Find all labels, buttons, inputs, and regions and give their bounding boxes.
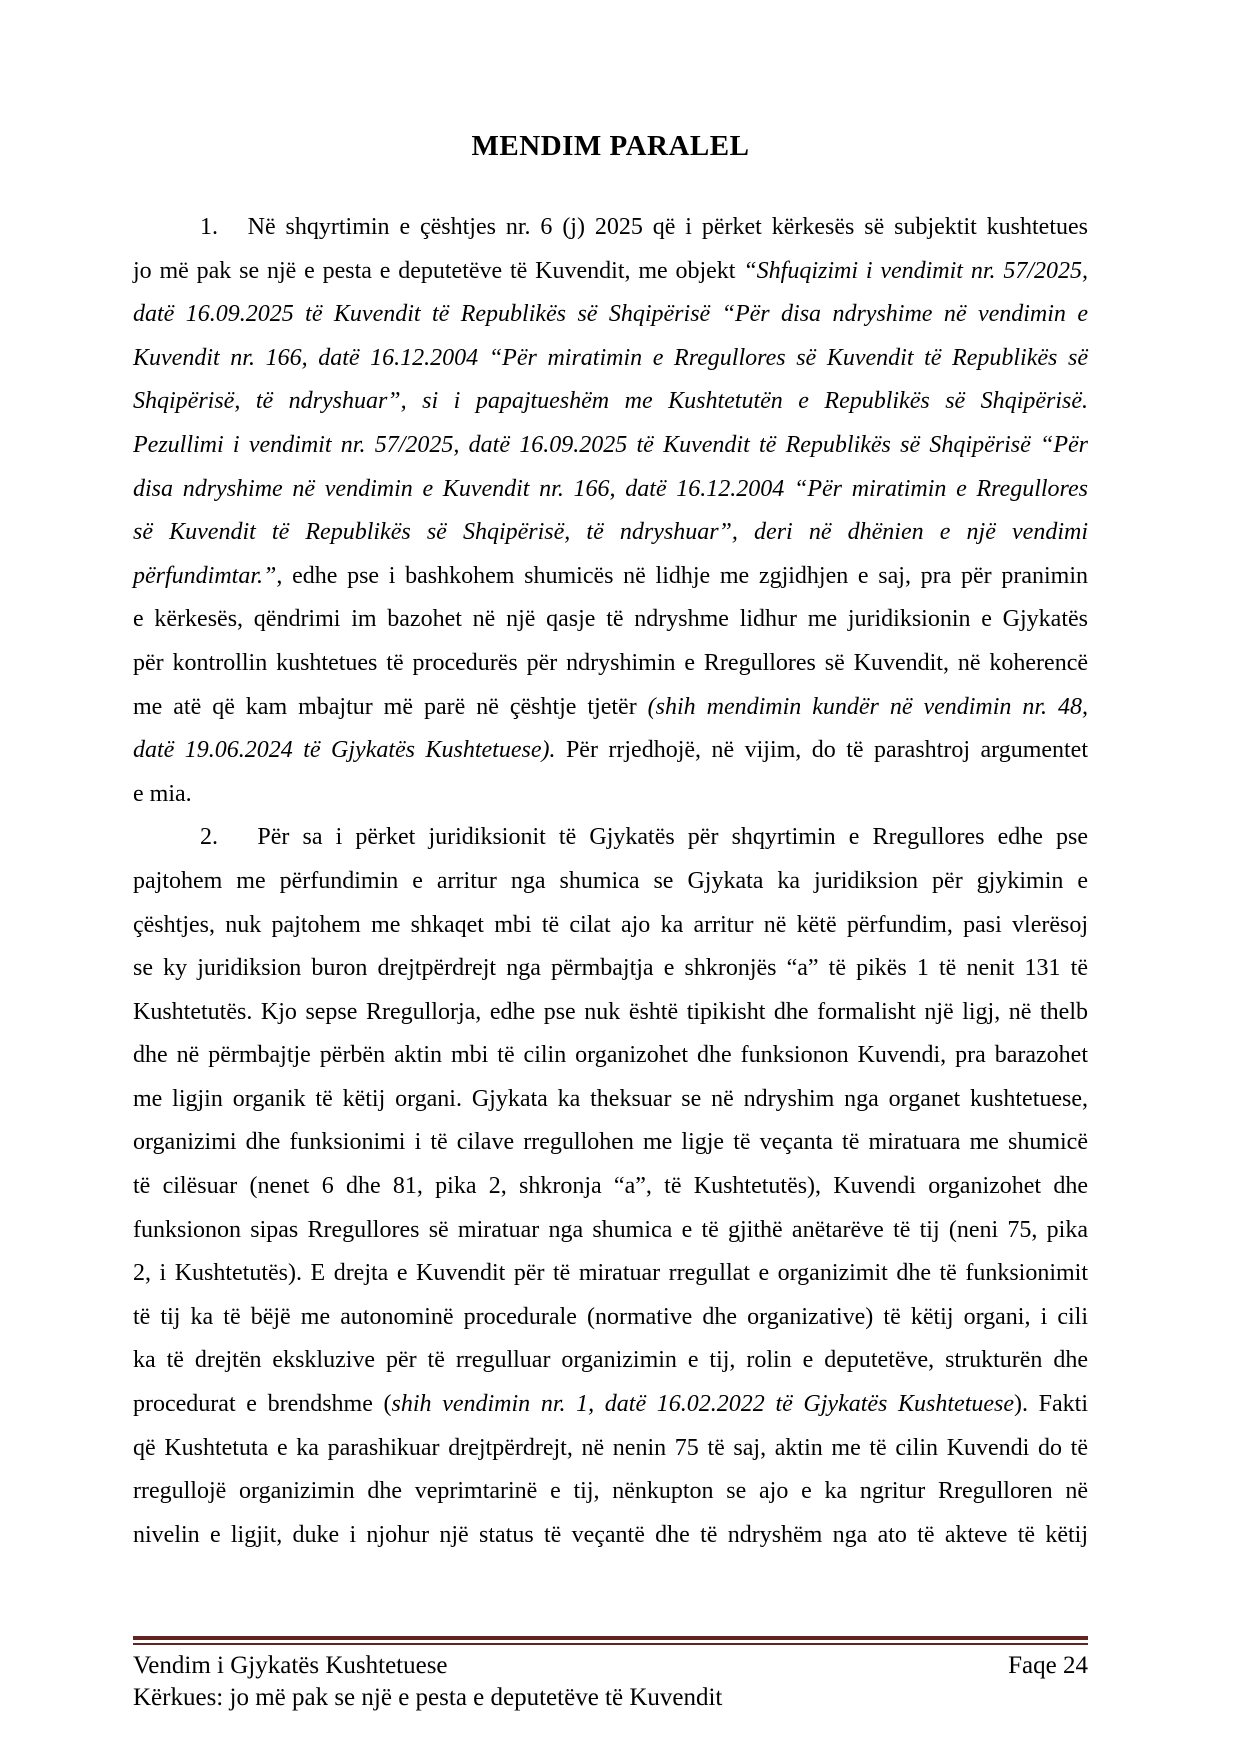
text-run: Për rrjedhojë, në vijim, do të parashtroj argumentet bbox=[555, 737, 1088, 764]
text-run: 1. Në shqyrtimin e çështjes nr. 6 (j) 2025 që i përket kërkesës së subjektit kushtetues bbox=[200, 214, 1088, 240]
text-line bbox=[133, 904, 1088, 948]
text-run: jo më pak se një e pesta e deputetëve të Kuvendit, me objekt bbox=[133, 257, 744, 284]
text-run: se ky juridiksion buron drejtpërdrejt nga përmbajtja e shkronjës “a” të pikës 1 të nenit 131 të bbox=[133, 955, 1088, 982]
text-run: Kushtetutës. Kjo sepse Rregullorja, edhe pse nuk është tipikisht dhe formalisht një ligj, në thelb bbox=[133, 998, 1088, 1025]
text-run: të cilësuar (nenet 6 dhe 81, pika 2, shkronja “a”, të Kushtetutës), Kuvendi organizohet dhe bbox=[133, 1173, 1088, 1200]
footer-requester: Kërkues: jo më pak se një e pesta e deputetëve të Kuvendit bbox=[133, 1684, 723, 1711]
footer-rule-thin bbox=[133, 1643, 1088, 1645]
paragraph bbox=[133, 816, 1088, 1557]
text-line bbox=[133, 555, 1088, 599]
document-body bbox=[133, 206, 1088, 1557]
text-line bbox=[133, 991, 1088, 1035]
text-line bbox=[133, 598, 1088, 642]
footer-document-title: Vendim i Gjykatës Kushtetuese bbox=[133, 1652, 448, 1679]
text-run: me atë që kam mbajtur më parë në çështje tjetër bbox=[133, 693, 648, 720]
italic-run: Shqipërisë, të ndryshuar”, si i papajtueshëm me Kushtetutën e Republikës së Shqipërisë. bbox=[133, 388, 1088, 415]
text-run: procedurat e brendshme ( bbox=[133, 1391, 392, 1418]
text-run: çështjes, nuk pajtohem me shkaqet mbi të cilat ajo ka arritur në këtë përfundim, pasi vlerësoj bbox=[133, 911, 1088, 938]
text-run: , edhe pse i bashkohem shumicës në lidhje me zgjidhjen e saj, pra për pranimin bbox=[276, 562, 1088, 589]
text-run: dhe në përmbajtje përbën aktin mbi të cilin organizohet dhe funksionon Kuvendi, pra barazohet bbox=[133, 1042, 1088, 1069]
text-line bbox=[133, 1514, 1088, 1558]
text-line bbox=[133, 1209, 1088, 1253]
italic-run: Pezullimi i vendimit nr. 57/2025, datë 16.09.2025 të Kuvendit të Republikës së Shqipërisë “Për bbox=[133, 431, 1088, 458]
text-run: që Kushtetuta e ka parashikuar drejtpërdrejt, në nenin 75 të saj, aktin me të cilin Kuvendi do të bbox=[133, 1434, 1088, 1461]
text-run: ka të drejtën ekskluzive për të rregulluar organizimin e tij, rolin e deputetëve, strukturën dhe bbox=[133, 1347, 1088, 1374]
text-line bbox=[133, 206, 1088, 250]
text-line bbox=[133, 860, 1088, 904]
text-line bbox=[133, 511, 1088, 555]
text-line bbox=[133, 1427, 1088, 1471]
text-line bbox=[133, 1339, 1088, 1383]
text-line bbox=[133, 1121, 1088, 1165]
text-line bbox=[133, 1165, 1088, 1209]
text-run: e kërkesës, qëndrimi im bazohet në një qasje të ndryshme lidhur me juridiksionin e Gjykatës bbox=[133, 606, 1088, 633]
italic-run: disa ndryshime në vendimin e Kuvendit nr. 166, datë 16.12.2004 “Për miratimin e Rregullores bbox=[133, 475, 1088, 502]
page-title: MENDIM PARALEL bbox=[471, 130, 750, 162]
text-line bbox=[133, 424, 1088, 468]
text-line bbox=[133, 250, 1088, 294]
text-line bbox=[133, 1383, 1088, 1427]
text-line bbox=[133, 773, 1088, 817]
text-line bbox=[133, 947, 1088, 991]
text-run: për kontrollin kushtetues të procedurës për ndryshimin e Rregullores së Kuvendit, në koherencë bbox=[133, 649, 1088, 676]
text-line bbox=[133, 337, 1088, 381]
text-line bbox=[133, 729, 1088, 773]
text-line bbox=[133, 1078, 1088, 1122]
text-run: rregullojë organizimin dhe veprimtarinë e tij, nënkupton se ajo e ka ngritur Rregulloren në bbox=[133, 1478, 1088, 1505]
text-line bbox=[133, 1296, 1088, 1340]
text-run: me ligjin organik të këtij organi. Gjykata ka theksuar se në ndryshim nga organet kushtetuese, bbox=[133, 1085, 1088, 1112]
text-line bbox=[133, 686, 1088, 730]
italic-run: datë 16.09.2025 të Kuvendit të Republikës së Shqipërisë “Për disa ndryshime në vendimin e bbox=[133, 301, 1088, 328]
footer-page-number: Faqe 24 bbox=[1008, 1652, 1088, 1679]
italic-run: Kuvendit nr. 166, datë 16.12.2004 “Për miratimin e Rregullores së Kuvendit të Republikës së bbox=[133, 344, 1088, 371]
text-line bbox=[133, 642, 1088, 686]
text-line bbox=[133, 1034, 1088, 1078]
text-run: pajtohem me përfundimin e arritur nga shumica se Gjykata ka juridiksion për gjykimin e bbox=[133, 867, 1088, 894]
text-run: ). Fakti bbox=[1014, 1391, 1089, 1418]
page-footer bbox=[133, 1636, 1088, 1714]
text-run: e mia. bbox=[133, 780, 192, 807]
italic-run: datë 19.06.2024 të Gjykatës Kushtetuese). bbox=[133, 737, 556, 764]
text-run: organizimi dhe funksionimi i të cilave rregullohen me ligje të veçanta të miratuara me shumicë bbox=[133, 1129, 1088, 1156]
text-run: 2. Për sa i përket juridiksionit të Gjykatës për shqyrtimin e Rregullores edhe pse bbox=[200, 824, 1088, 851]
text-line bbox=[133, 1252, 1088, 1296]
italic-run: së Kuvendit të Republikës së Shqipërisë, të ndryshuar”, deri në dhënien e një vendimi bbox=[133, 519, 1088, 546]
italic-run: përfundimtar.” bbox=[133, 562, 277, 589]
text-run: nivelin e ligjit, duke i njohur një status të veçantë dhe të ndryshëm nga ato të akteve të këtij bbox=[133, 1521, 1088, 1548]
text-line bbox=[133, 1470, 1088, 1514]
paragraph bbox=[133, 206, 1088, 816]
italic-run: “Shfuqizimi i vendimit nr. 57/2025, bbox=[743, 257, 1088, 284]
italic-run: (shih mendimin kundër në vendimin nr. 48, bbox=[647, 693, 1088, 720]
text-line bbox=[133, 468, 1088, 512]
text-line bbox=[133, 293, 1088, 337]
text-run: 2, i Kushtetutës). E drejta e Kuvendit për të miratuar rregullat e organizimit dhe të funksionimit bbox=[133, 1260, 1088, 1287]
text-line bbox=[133, 380, 1088, 424]
text-line bbox=[133, 816, 1088, 860]
text-run: funksionon sipas Rregullores së miratuar nga shumica e të gjithë anëtarëve të tij (neni 75, pika bbox=[133, 1216, 1088, 1243]
text-run: të tij ka të bëjë me autonominë procedurale (normative dhe organizative) të këtij organi, i cili bbox=[133, 1303, 1088, 1330]
italic-run: shih vendimin nr. 1, datë 16.02.2022 të Gjykatës Kushtetuese bbox=[391, 1391, 1015, 1418]
